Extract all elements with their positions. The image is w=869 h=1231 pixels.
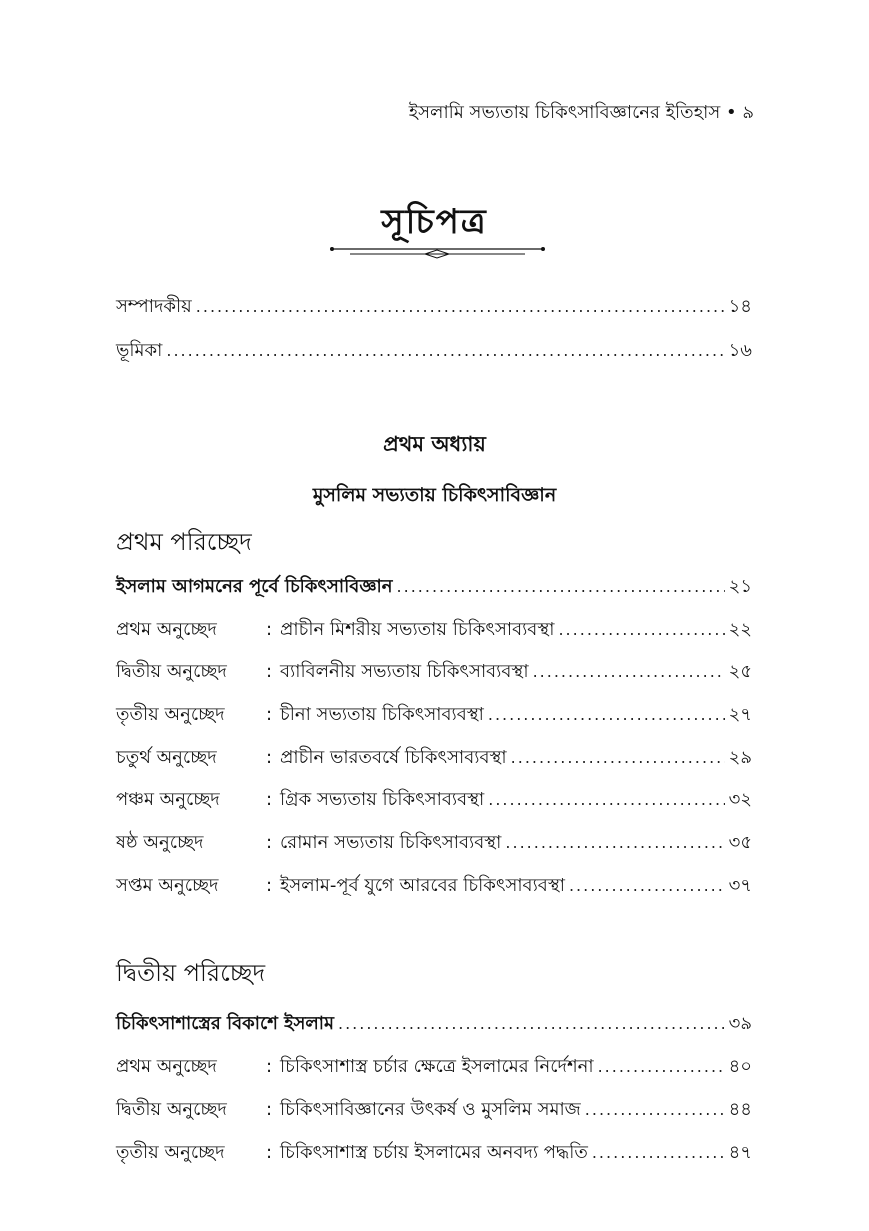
toc-entry-page: ২৯ — [728, 747, 752, 768]
paragraph-label: তৃতীয় অনুচ্ছেদ — [116, 1142, 225, 1163]
section-heading-1: প্রথম পরিচ্ছেদ — [116, 528, 252, 556]
leader-dots — [558, 620, 724, 639]
paragraph-label: সপ্তম অনুচ্ছেদ — [116, 875, 219, 896]
running-head: ইসলামি সভ্যতায় চিকিৎসাবিজ্ঞানের ইতিহাস • ৯ — [408, 102, 754, 123]
separator: : — [266, 661, 273, 682]
toc-entry-page: ৩২ — [728, 789, 752, 810]
leader-dots — [533, 662, 725, 681]
toc-entry-label: ব্যাবিলনীয় সভ্যতায় চিকিৎসাব্যবস্থা — [280, 661, 529, 682]
toc-entry[interactable] — [116, 657, 752, 685]
toc-entry[interactable] — [116, 1138, 752, 1166]
leader-dots — [338, 1014, 725, 1033]
toc-entry-page: ২৭ — [728, 704, 752, 725]
toc-entry-page: ১৪ — [728, 296, 752, 317]
toc-entry-label: চিকিৎসাশাস্ত্র চর্চার ক্ষেত্রে ইসলামের নির্দেশনা — [280, 1056, 594, 1077]
separator: : — [266, 875, 273, 896]
toc-entry-page: ৪৪ — [728, 1099, 752, 1120]
toc-entry-page: ২৫ — [728, 661, 752, 682]
toc-entry-preface[interactable] — [116, 336, 752, 364]
toc-entry-label: গ্রিক সভ্যতায় চিকিৎসাব্যবস্থা — [280, 789, 485, 810]
toc-entry-page: ৩৯ — [728, 1013, 752, 1034]
paragraph-label: প্রথম অনুচ্ছেদ — [116, 1056, 217, 1077]
paragraph-label: ষষ্ঠ অনুচ্ছেদ — [116, 832, 204, 853]
leader-dots — [585, 1100, 725, 1119]
leader-dots — [196, 297, 725, 316]
chapter-subtitle: মুসলিম সভ্যতায় চিকিৎসাবিজ্ঞান — [312, 484, 557, 506]
toc-entry[interactable] — [116, 615, 752, 643]
toc-entry-label: প্রাচীন ভারতবর্ষে চিকিৎসাব্যবস্থা — [280, 747, 507, 768]
paragraph-label: প্রথম অনুচ্ছেদ — [116, 619, 217, 640]
toc-entry-label: ভূমিকা — [116, 340, 163, 361]
leader-dots — [397, 577, 725, 596]
toc-entry[interactable] — [116, 700, 752, 728]
paragraph-label: দ্বিতীয় অনুচ্ছেদ — [116, 661, 227, 682]
paragraph-label: চতুর্থ অনুচ্ছেদ — [116, 747, 217, 768]
toc-entry[interactable] — [116, 871, 752, 899]
separator: : — [266, 1142, 273, 1163]
toc-entry-label: চিকিৎসাশাস্ত্রের বিকাশে ইসলাম — [116, 1013, 334, 1034]
toc-entry-label: রোমান সভ্যতায় চিকিৎসাব্যবস্থা — [280, 832, 502, 853]
toc-entry-page: ১৬ — [728, 340, 752, 361]
title-ornament — [330, 244, 545, 260]
separator: : — [266, 1099, 273, 1120]
toc-entry-page: ৪৭ — [728, 1142, 752, 1163]
leader-dots — [511, 748, 725, 767]
toc-entry-main[interactable] — [116, 572, 752, 600]
toc-entry-label: ইসলাম-পূর্ব যুগে আরবের চিকিৎসাব্যবস্থা — [280, 875, 565, 896]
toc-entry[interactable] — [116, 1095, 752, 1123]
toc-entry-main[interactable] — [116, 1009, 752, 1037]
toc-entry-page: ৩৫ — [728, 832, 752, 853]
leader-dots — [598, 1057, 725, 1076]
paragraph-label: দ্বিতীয় অনুচ্ছেদ — [116, 1099, 227, 1120]
toc-entry-label: চিকিৎসাবিজ্ঞানের উৎকর্ষ ও মুসলিম সমাজ — [280, 1099, 581, 1120]
leader-dots — [592, 1143, 725, 1162]
toc-entry-label: চিকিৎসাশাস্ত্র চর্চায় ইসলামের অনবদ্য পদ্ধতি — [280, 1142, 588, 1163]
paragraph-label: পঞ্চম অনুচ্ছেদ — [116, 789, 220, 810]
chapter-title: প্রথম অধ্যায় — [383, 432, 486, 456]
separator: : — [266, 704, 273, 725]
toc-entry-page: ২১ — [728, 576, 752, 597]
toc-entry-page: ২২ — [728, 619, 752, 640]
leader-dots — [569, 876, 725, 895]
toc-entry[interactable] — [116, 1052, 752, 1080]
separator: : — [266, 747, 273, 768]
separator: : — [266, 1056, 273, 1077]
page-title: সূচিপত্র — [381, 202, 488, 242]
toc-entry-page: ৩৭ — [728, 875, 752, 896]
toc-entry[interactable] — [116, 828, 752, 856]
toc-entry[interactable] — [116, 785, 752, 813]
separator: : — [266, 789, 273, 810]
leader-dots — [488, 790, 724, 809]
toc-entry[interactable] — [116, 743, 752, 771]
toc-entry-label: ইসলাম আগমনের পূর্বে চিকিৎসাবিজ্ঞান — [116, 576, 393, 597]
toc-entry-label: সম্পাদকীয় — [116, 296, 192, 317]
paragraph-label: তৃতীয় অনুচ্ছেদ — [116, 704, 225, 725]
separator: : — [266, 832, 273, 853]
leader-dots — [166, 341, 724, 360]
toc-entry-page: ৪০ — [728, 1056, 752, 1077]
toc-entry-label: প্রাচীন মিশরীয় সভ্যতায় চিকিৎসাব্যবস্থা — [280, 619, 555, 640]
toc-entry-label: চীনা সভ্যতায় চিকিৎসাব্যবস্থা — [280, 704, 484, 725]
leader-dots — [488, 705, 725, 724]
toc-entry-editorial[interactable] — [116, 292, 752, 320]
separator: : — [266, 619, 273, 640]
leader-dots — [505, 833, 724, 852]
section-heading-2: দ্বিতীয় পরিচ্ছেদ — [116, 959, 266, 987]
